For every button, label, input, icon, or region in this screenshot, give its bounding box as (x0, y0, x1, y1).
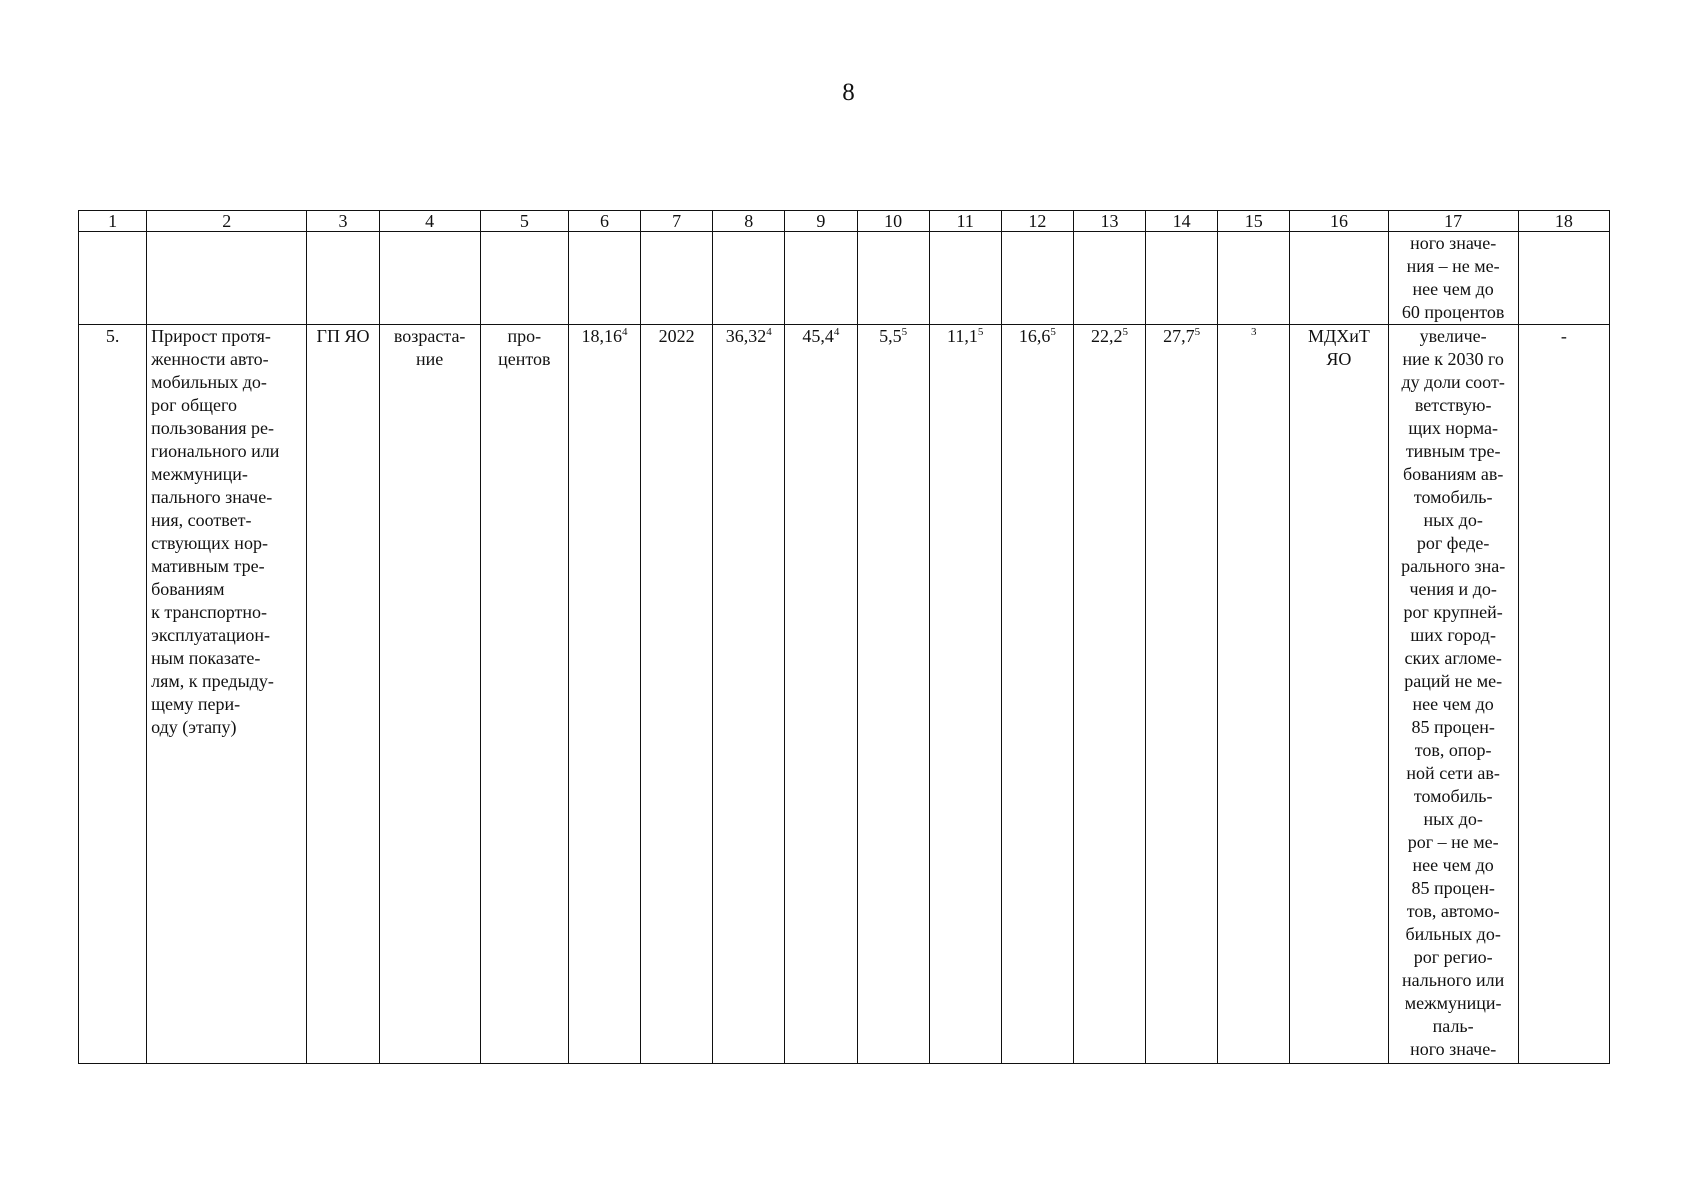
table-row (79, 325, 1610, 1064)
continued-row (79, 232, 1610, 325)
footnote-mark: 4 (833, 326, 840, 338)
value-cell (857, 325, 929, 1064)
footnote-mark: 5 (977, 326, 984, 338)
column-number-row (79, 211, 1610, 232)
footnote-mark: 4 (766, 326, 772, 338)
value: 11,1 (947, 326, 978, 346)
indicators-table (78, 210, 1610, 1064)
direction: возраста- ние (379, 325, 480, 1064)
column-number: 12 (1001, 211, 1073, 232)
column-number: 3 (307, 211, 379, 232)
column-number: 4 (379, 211, 480, 232)
base-year: 2022 (641, 325, 713, 1064)
column-number: 1 (79, 211, 147, 232)
value-cell (1073, 325, 1145, 1064)
value: 5,5 (879, 326, 902, 346)
base-value-cell (568, 325, 640, 1064)
column-number: 14 (1146, 211, 1218, 232)
footnote-mark: 4 (622, 326, 628, 338)
page-number: 8 (842, 79, 855, 106)
column-number: 15 (1218, 211, 1290, 232)
responsible-body: МДХиТ ЯО (1290, 325, 1388, 1064)
column-number: 11 (929, 211, 1001, 232)
value: 45,4 (802, 326, 834, 346)
value-cell (713, 325, 785, 1064)
column-number: 7 (641, 211, 713, 232)
indicator-name: Прирост протя- женности авто- мобильных до- рог общего пользования ре- гионального или межмуници- пального значе- ния, соответ- ствующих нор- мативным тре- бованиям к транспортно- эксплуатацион- ным показате- лям, к предыду- щему пери- оду (этапу) (147, 325, 307, 1064)
value-cell (1146, 325, 1218, 1064)
value-cell (785, 325, 857, 1064)
footnote-mark: 5 (901, 326, 908, 338)
column-number: 2 (147, 211, 307, 232)
base-value: 18,16 (581, 326, 622, 346)
column-number: 8 (713, 211, 785, 232)
column-number: 18 (1518, 211, 1609, 232)
row-number: 5. (79, 325, 147, 1064)
column-number: 10 (857, 211, 929, 232)
value-cell (1218, 325, 1290, 1064)
document-code: ГП ЯО (307, 325, 379, 1064)
value: 16,6 (1018, 326, 1051, 346)
col18-value: - (1518, 325, 1609, 1064)
value: 36,32 (725, 326, 767, 346)
column-number: 13 (1073, 211, 1145, 232)
value-cell (1001, 325, 1073, 1064)
footnote-mark: 3 (1251, 326, 1257, 338)
unit: про- центов (480, 325, 568, 1064)
footnote-mark: 5 (1194, 326, 1201, 338)
continued-goal-text: ного значе- ния – не ме- нее чем до 60 процентов (1388, 232, 1518, 325)
value-cell (929, 325, 1001, 1064)
column-number: 6 (568, 211, 640, 232)
column-number: 17 (1388, 211, 1518, 232)
column-number: 5 (480, 211, 568, 232)
footnote-mark: 5 (1122, 326, 1128, 338)
column-number: 16 (1290, 211, 1388, 232)
value: 27,7 (1163, 326, 1195, 346)
value: 22,2 (1090, 326, 1123, 346)
goal-text: увеличе- ние к 2030 го ду доли соот- ветствую- щих норма- тивным тре- бованиям ав- томобиль- ных до- рог феде- рального зна- чения и до- рог крупней- ших город- ских агломе- раций не ме- нее чем до 85 процен- тов, опор- ной сети ав- томобиль- ных до- рог – не ме- нее чем до 85 процен- тов, автомо- бильных до- рог регио- нального или межмуници- паль- ного значе- (1388, 325, 1518, 1064)
column-number: 9 (785, 211, 857, 232)
footnote-mark: 5 (1050, 326, 1056, 338)
